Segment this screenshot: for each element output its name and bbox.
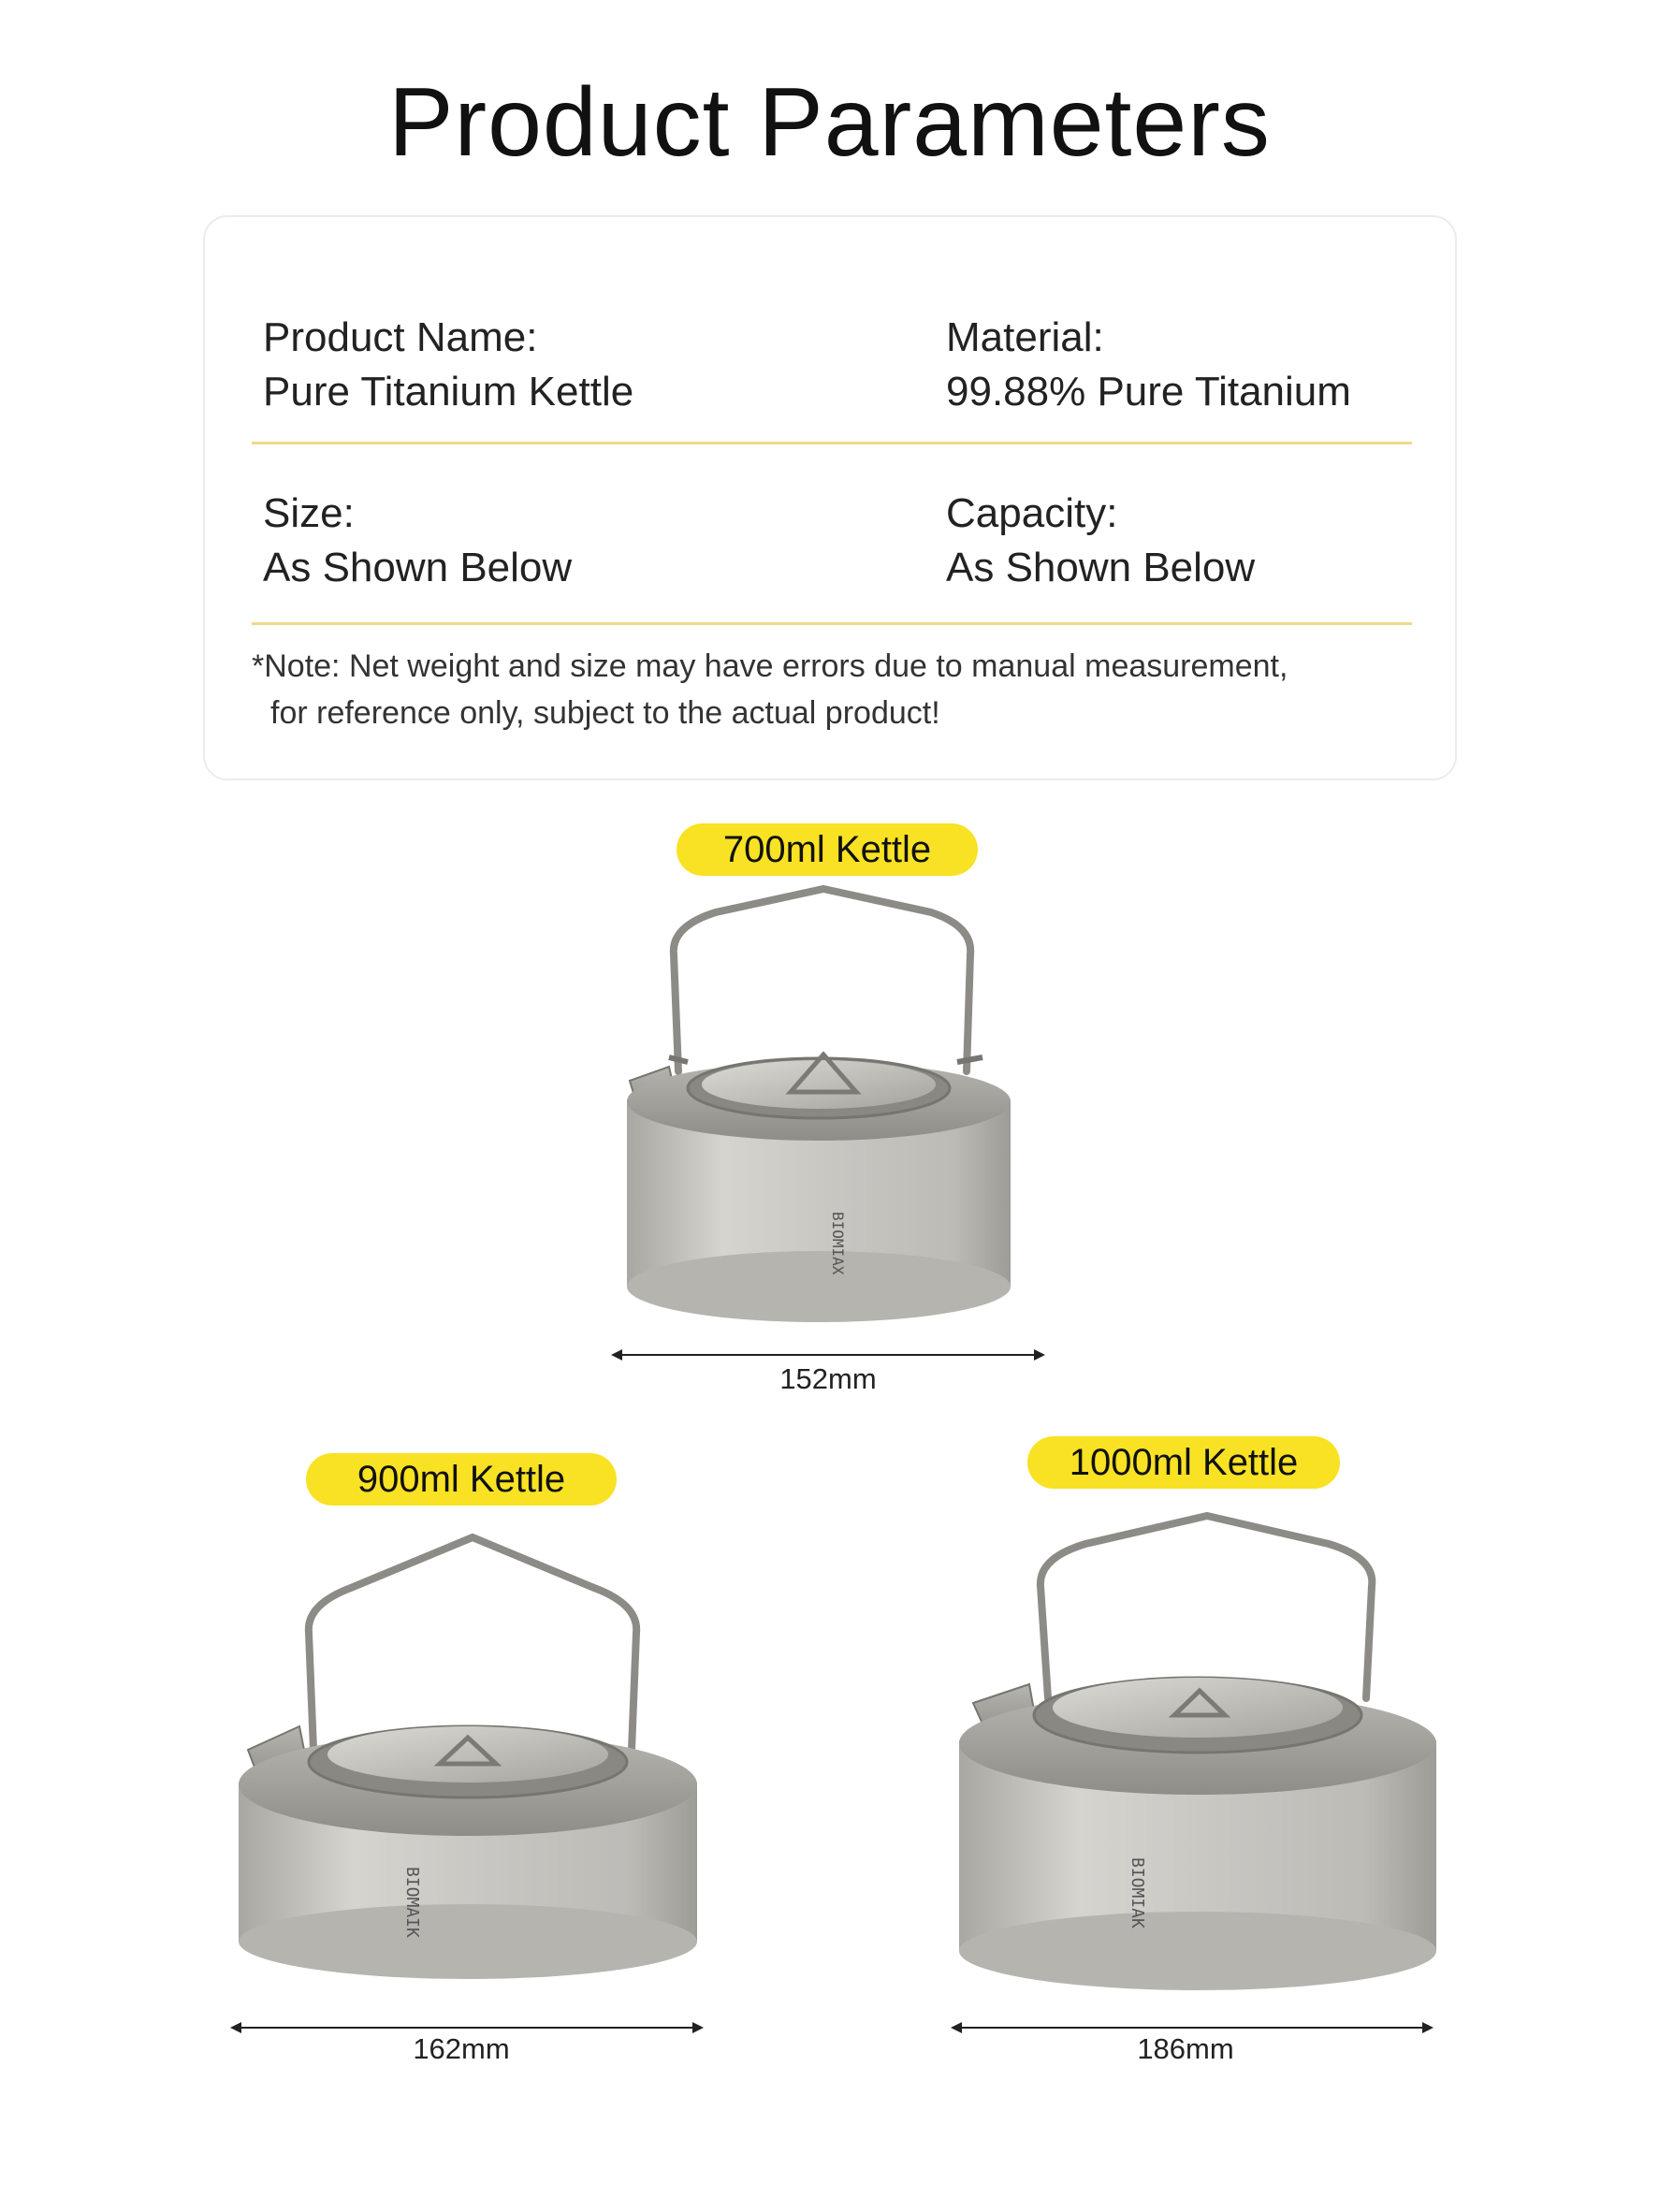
product-name-value: Pure Titanium Kettle [263,369,634,415]
capacity-value: As Shown Below [946,545,1256,590]
kettle-900ml-image [229,1530,706,1998]
note-line-1: *Note: Net weight and size may have errors due to manual measurement, [252,648,1288,684]
parameters-card [203,215,1457,780]
badge-1000ml: 1000ml Kettle [1027,1436,1340,1489]
note-line-2: for reference only, subject to the actual product! [270,695,940,731]
size-label: Size: [263,490,355,536]
capacity-param [946,487,1255,595]
page-title: Product Parameters [388,68,1271,177]
dimension-line-700ml [613,1354,1043,1356]
svg-text:BIOMAIK: BIOMAIK [402,1867,422,1938]
size-value: As Shown Below [263,545,573,590]
disclaimer-note [252,643,1431,736]
divider-2 [252,622,1412,625]
svg-text:BIOMIAX: BIOMIAX [829,1212,847,1275]
dimension-700ml: 152mm [779,1362,877,1395]
kettle-700ml-image [613,884,1025,1333]
material-param [946,311,1351,419]
dimension-1000ml: 186mm [1137,2032,1234,2065]
material-value: 99.88% Pure Titanium [946,369,1351,415]
dimension-900ml: 162mm [413,2032,510,2065]
size-param [263,487,572,595]
badge-700ml: 700ml Kettle [677,823,978,876]
product-name-param [263,311,633,419]
kettle-1000ml-image [954,1511,1441,2007]
product-name-label: Product Name: [263,314,538,360]
dimension-line-1000ml [953,2027,1432,2029]
svg-text:BIOMIAK: BIOMIAK [1128,1857,1147,1928]
material-label: Material: [946,314,1104,360]
dimension-line-900ml [232,2027,702,2029]
badge-900ml: 900ml Kettle [306,1453,617,1506]
divider-1 [252,442,1412,444]
capacity-label: Capacity: [946,490,1118,536]
